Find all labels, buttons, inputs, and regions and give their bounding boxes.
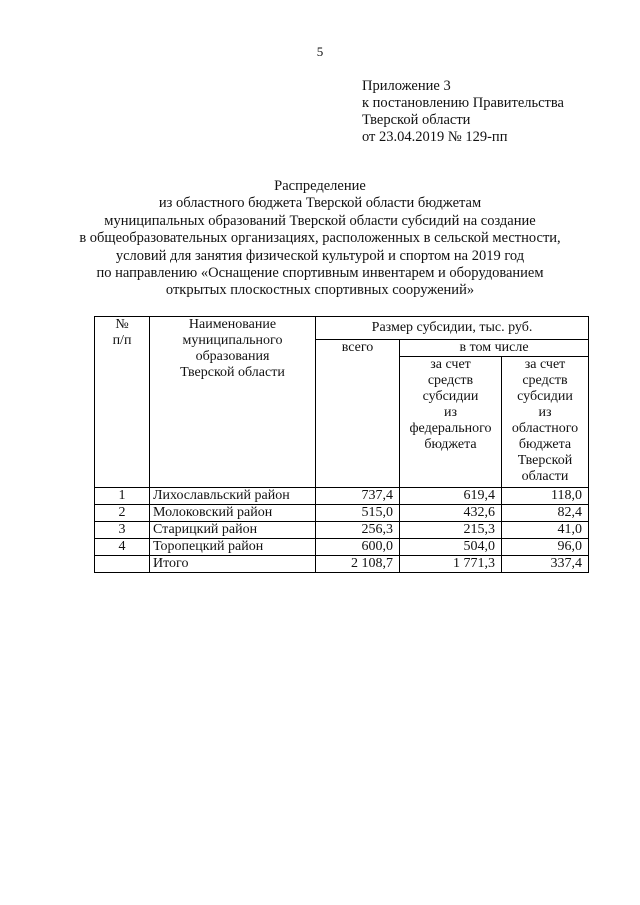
cell-name: Молоковский район: [150, 505, 316, 522]
cell-num: 1: [95, 488, 150, 505]
cell-total: 737,4: [316, 488, 400, 505]
title-line: по направлению «Оснащение спортивным инвентарем и оборудованием: [96, 265, 544, 282]
cell-federal: 215,3: [400, 522, 502, 539]
subsidy-table: [94, 316, 589, 573]
cell-num: 3: [95, 522, 150, 539]
appendix-line: от 23.04.2019 № 129-пп: [362, 129, 508, 145]
document-title: [60, 178, 580, 300]
table-row: [95, 488, 589, 505]
table-total-row: [95, 556, 589, 573]
cell-federal: 619,4: [400, 488, 502, 505]
header-subsidy-size: Размер субсидии, тыс. руб.: [316, 317, 589, 340]
page-number: 5: [316, 44, 324, 59]
cell-regional: 96,0: [502, 539, 589, 556]
cell-total: 600,0: [316, 539, 400, 556]
cell-num: 4: [95, 539, 150, 556]
appendix-line: к постановлению Правительства: [362, 95, 564, 111]
cell-total-sum: 2 108,7: [316, 556, 400, 573]
cell-num-empty: [95, 556, 150, 573]
header-num: № п/п: [95, 317, 150, 488]
appendix-line: Тверской области: [362, 112, 471, 128]
header-federal: за счет средств субсидии из федерального бюджета: [400, 357, 502, 488]
cell-total-label: Итого: [150, 556, 316, 573]
cell-num: 2: [95, 505, 150, 522]
header-total: всего: [316, 340, 400, 488]
title-line: открытых плоскостных спортивных сооружений»: [165, 282, 475, 299]
title-line: муниципальных образований Тверской области субсидий на создание: [104, 212, 536, 229]
cell-total: 515,0: [316, 505, 400, 522]
cell-regional: 41,0: [502, 522, 589, 539]
cell-regional: 82,4: [502, 505, 589, 522]
cell-regional-sum: 337,4: [502, 556, 589, 573]
cell-name: Торопецкий район: [150, 539, 316, 556]
header-name: Наименование муниципального образования Тверской области: [150, 317, 316, 488]
title-line: условий для занятия физической культурой и спортом на 2019 год: [115, 247, 525, 264]
cell-regional: 118,0: [502, 488, 589, 505]
table-row: [95, 522, 589, 539]
title-line: в общеобразовательных организациях, расположенных в сельской местности,: [79, 230, 561, 247]
title-line: Распределение: [274, 178, 366, 194]
cell-federal-sum: 1 771,3: [400, 556, 502, 573]
header-including: в том числе: [400, 340, 589, 357]
cell-total: 256,3: [316, 522, 400, 539]
title-line: из областного бюджета Тверской области бюджетам: [158, 195, 482, 212]
cell-name: Лихославльский район: [150, 488, 316, 505]
cell-name: Старицкий район: [150, 522, 316, 539]
cell-federal: 432,6: [400, 505, 502, 522]
cell-federal: 504,0: [400, 539, 502, 556]
table-row: [95, 539, 589, 556]
table-row: [95, 505, 589, 522]
appendix-block: [362, 78, 564, 146]
appendix-line: Приложение 3: [362, 78, 451, 94]
header-regional: за счет средств субсидии из областного бюджета Тверской области: [502, 357, 589, 488]
